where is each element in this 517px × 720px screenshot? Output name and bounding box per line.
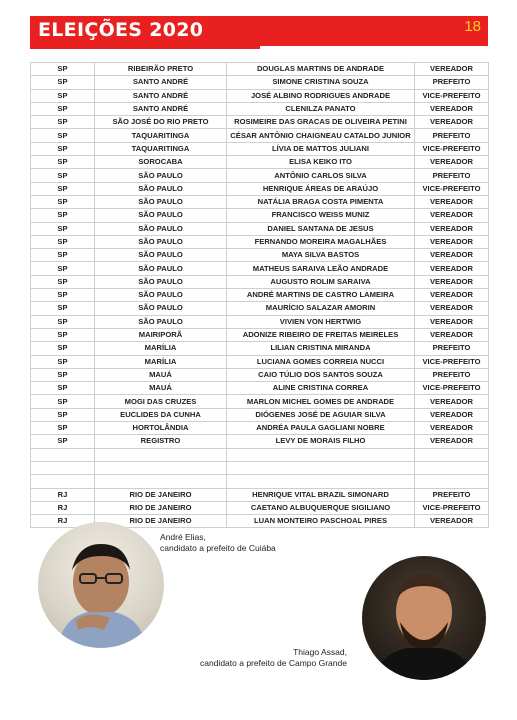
city-cell: SÃO PAULO: [95, 289, 227, 302]
table-row: [31, 342, 489, 355]
state-cell: SP: [31, 302, 95, 315]
city-cell: SANTO ANDRÉ: [95, 76, 227, 89]
city-cell: MARÍLIA: [95, 342, 227, 355]
table-row: [31, 475, 489, 488]
candidate-name-cell: CÉSAR ANTÔNIO CHAIGNEAU CATALDO JUNIOR: [227, 129, 415, 142]
office-cell: VEREADOR: [415, 302, 489, 315]
state-cell: SP: [31, 102, 95, 115]
candidate-name-cell: MAURÍCIO SALAZAR AMORIN: [227, 302, 415, 315]
candidate-name-cell: CAIO TÚLIO DOS SANTOS SOUZA: [227, 368, 415, 381]
table-row: [31, 235, 489, 248]
state-cell: RJ: [31, 515, 95, 528]
city-cell: [95, 461, 227, 474]
candidate-name-cell: ELISA KEIKO ITO: [227, 156, 415, 169]
candidate-name-cell: HENRIQUE VITAL BRAZIL SIMONARD: [227, 488, 415, 501]
office-cell: VEREADOR: [415, 275, 489, 288]
office-cell: VEREADOR: [415, 315, 489, 328]
state-cell: SP: [31, 63, 95, 76]
office-cell: [415, 475, 489, 488]
state-cell: [31, 475, 95, 488]
table-row: [31, 422, 489, 435]
office-cell: VICE-PREFEITO: [415, 382, 489, 395]
city-cell: RIBEIRÃO PRETO: [95, 63, 227, 76]
city-cell: SÃO JOSÉ DO RIO PRETO: [95, 116, 227, 129]
state-cell: RJ: [31, 488, 95, 501]
candidate-name-cell: DIÓGENES JOSÉ DE AGUIAR SILVA: [227, 408, 415, 421]
candidate-name-cell: MATHEUS SARAIVA LEÃO ANDRADE: [227, 262, 415, 275]
state-cell: [31, 448, 95, 461]
table-row: [31, 262, 489, 275]
state-cell: SP: [31, 408, 95, 421]
office-cell: [415, 461, 489, 474]
candidate-name-cell: LÍVIA DE MATTOS JULIANI: [227, 142, 415, 155]
city-cell: SÃO PAULO: [95, 302, 227, 315]
andre-role: candidato a prefeito de Cuiába: [160, 543, 276, 553]
office-cell: VEREADOR: [415, 328, 489, 341]
candidate-name-cell: SIMONE CRISTINA SOUZA: [227, 76, 415, 89]
candidate-name-cell: LUAN MONTEIRO PASCHOAL PIRES: [227, 515, 415, 528]
city-cell: SANTO ANDRÉ: [95, 102, 227, 115]
city-cell: SOROCABA: [95, 156, 227, 169]
table-row: [31, 289, 489, 302]
state-cell: SP: [31, 435, 95, 448]
office-cell: PREFEITO: [415, 169, 489, 182]
table-row: [31, 302, 489, 315]
table-row: [31, 382, 489, 395]
state-cell: SP: [31, 355, 95, 368]
table-row: [31, 182, 489, 195]
city-cell: [95, 475, 227, 488]
table-row: [31, 249, 489, 262]
candidate-name-cell: CLENILZA PANATO: [227, 102, 415, 115]
office-cell: PREFEITO: [415, 342, 489, 355]
office-cell: [415, 448, 489, 461]
state-cell: SP: [31, 382, 95, 395]
table-row: [31, 461, 489, 474]
table-row: [31, 222, 489, 235]
office-cell: VEREADOR: [415, 195, 489, 208]
table-row: [31, 408, 489, 421]
city-cell: SANTO ANDRÉ: [95, 89, 227, 102]
office-cell: VEREADOR: [415, 422, 489, 435]
city-cell: MOGI DAS CRUZES: [95, 395, 227, 408]
state-cell: SP: [31, 368, 95, 381]
state-cell: SP: [31, 315, 95, 328]
office-cell: VICE-PREFEITO: [415, 355, 489, 368]
table-row: [31, 142, 489, 155]
table-row: [31, 448, 489, 461]
office-cell: VEREADOR: [415, 116, 489, 129]
candidate-name-cell: FRANCISCO WEISS MUNIZ: [227, 209, 415, 222]
state-cell: SP: [31, 328, 95, 341]
office-cell: VEREADOR: [415, 102, 489, 115]
state-cell: SP: [31, 235, 95, 248]
thiago-role: candidato a prefeito de Campo Grande: [200, 658, 347, 668]
candidate-name-cell: DOUGLAS MARTINS DE ANDRADE: [227, 63, 415, 76]
state-cell: SP: [31, 209, 95, 222]
page-number: 18: [464, 18, 481, 35]
office-cell: VEREADOR: [415, 156, 489, 169]
city-cell: SÃO PAULO: [95, 315, 227, 328]
andre-name: André Elias,: [160, 532, 206, 542]
candidate-name-cell: JOSÉ ALBINO RODRIGUES ANDRADE: [227, 89, 415, 102]
city-cell: SÃO PAULO: [95, 262, 227, 275]
office-cell: PREFEITO: [415, 76, 489, 89]
table-row: [31, 195, 489, 208]
state-cell: SP: [31, 182, 95, 195]
city-cell: SÃO PAULO: [95, 182, 227, 195]
state-cell: SP: [31, 116, 95, 129]
state-cell: SP: [31, 275, 95, 288]
table-row: [31, 76, 489, 89]
state-cell: SP: [31, 222, 95, 235]
office-cell: PREFEITO: [415, 368, 489, 381]
thiago-name: Thiago Assad,: [293, 647, 347, 657]
city-cell: RIO DE JANEIRO: [95, 501, 227, 514]
city-cell: MAIRIPORÃ: [95, 328, 227, 341]
city-cell: TAQUARITINGA: [95, 142, 227, 155]
state-cell: SP: [31, 195, 95, 208]
state-cell: SP: [31, 169, 95, 182]
candidate-name-cell: LEVY DE MORAIS FILHO: [227, 435, 415, 448]
city-cell: RIO DE JANEIRO: [95, 515, 227, 528]
candidate-name-cell: HENRIQUE ÁREAS DE ARAÚJO: [227, 182, 415, 195]
state-cell: SP: [31, 142, 95, 155]
city-cell: HORTOLÂNDIA: [95, 422, 227, 435]
city-cell: SÃO PAULO: [95, 169, 227, 182]
table-row: [31, 368, 489, 381]
candidate-name-cell: ANDRÉ MARTINS DE CASTRO LAMEIRA: [227, 289, 415, 302]
table-row: [31, 328, 489, 341]
office-cell: VEREADOR: [415, 63, 489, 76]
office-cell: VEREADOR: [415, 235, 489, 248]
city-cell: SÃO PAULO: [95, 195, 227, 208]
office-cell: VEREADOR: [415, 222, 489, 235]
state-cell: SP: [31, 395, 95, 408]
candidate-name-cell: ALINE CRISTINA CORREA: [227, 382, 415, 395]
candidate-name-cell: NATÁLIA BRAGA COSTA PIMENTA: [227, 195, 415, 208]
state-cell: RJ: [31, 501, 95, 514]
state-cell: SP: [31, 289, 95, 302]
table-row: [31, 169, 489, 182]
page-title: ELEIÇÕES 2020: [38, 19, 204, 41]
candidate-name-cell: LILIAN CRISTINA MIRANDA: [227, 342, 415, 355]
city-cell: MARÍLIA: [95, 355, 227, 368]
candidate-name-cell: MAYA SILVA BASTOS: [227, 249, 415, 262]
table-row: [31, 102, 489, 115]
candidate-name-cell: MARLON MICHEL GOMES DE ANDRADE: [227, 395, 415, 408]
office-cell: VEREADOR: [415, 408, 489, 421]
city-cell: MAUÁ: [95, 382, 227, 395]
city-cell: TAQUARITINGA: [95, 129, 227, 142]
state-cell: [31, 461, 95, 474]
city-cell: RIO DE JANEIRO: [95, 488, 227, 501]
candidate-name-cell: AUGUSTO ROLIM SARAIVA: [227, 275, 415, 288]
state-cell: SP: [31, 89, 95, 102]
table-row: [31, 435, 489, 448]
office-cell: VICE-PREFEITO: [415, 182, 489, 195]
state-cell: SP: [31, 76, 95, 89]
andre-elias-photo: [38, 522, 164, 648]
office-cell: VEREADOR: [415, 262, 489, 275]
candidate-name-cell: ANDRÉA PAULA GAGLIANI NOBRE: [227, 422, 415, 435]
office-cell: VEREADOR: [415, 515, 489, 528]
candidate-name-cell: ADONIZE RIBEIRO DE FREITAS MEIRELES: [227, 328, 415, 341]
table-row: [31, 395, 489, 408]
candidate-name-cell: [227, 461, 415, 474]
thiago-caption: [200, 647, 347, 669]
table-row: [31, 275, 489, 288]
candidate-name-cell: DANIEL SANTANA DE JESUS: [227, 222, 415, 235]
candidate-name-cell: [227, 448, 415, 461]
table-row: [31, 488, 489, 501]
table-row: [31, 355, 489, 368]
state-cell: SP: [31, 129, 95, 142]
office-cell: VEREADOR: [415, 395, 489, 408]
city-cell: [95, 448, 227, 461]
table-row: [31, 209, 489, 222]
city-cell: SÃO PAULO: [95, 275, 227, 288]
office-cell: VICE-PREFEITO: [415, 501, 489, 514]
candidate-name-cell: ANTÔNIO CARLOS SILVA: [227, 169, 415, 182]
state-cell: SP: [31, 262, 95, 275]
city-cell: SÃO PAULO: [95, 235, 227, 248]
office-cell: VEREADOR: [415, 435, 489, 448]
table-row: [31, 63, 489, 76]
table-row: [31, 156, 489, 169]
office-cell: PREFEITO: [415, 129, 489, 142]
candidate-name-cell: LUCIANA GOMES CORREIA NUCCI: [227, 355, 415, 368]
city-cell: EUCLIDES DA CUNHA: [95, 408, 227, 421]
table-row: [31, 129, 489, 142]
city-cell: SÃO PAULO: [95, 249, 227, 262]
table-row: [31, 89, 489, 102]
candidate-name-cell: FERNANDO MOREIRA MAGALHÃES: [227, 235, 415, 248]
candidate-name-cell: VIVIEN VON HERTWIG: [227, 315, 415, 328]
state-cell: SP: [31, 422, 95, 435]
table-row: [31, 501, 489, 514]
candidate-name-cell: [227, 475, 415, 488]
thiago-assad-photo: [362, 556, 486, 680]
candidate-name-cell: ROSIMEIRE DAS GRACAS DE OLIVEIRA PETINI: [227, 116, 415, 129]
city-cell: SÃO PAULO: [95, 209, 227, 222]
office-cell: PREFEITO: [415, 488, 489, 501]
city-cell: MAUÁ: [95, 368, 227, 381]
office-cell: VEREADOR: [415, 209, 489, 222]
table-row: [31, 315, 489, 328]
table-row: [31, 116, 489, 129]
andre-caption: [160, 532, 276, 554]
office-cell: VICE-PREFEITO: [415, 89, 489, 102]
office-cell: VEREADOR: [415, 289, 489, 302]
city-cell: SÃO PAULO: [95, 222, 227, 235]
office-cell: VEREADOR: [415, 249, 489, 262]
candidates-table: [30, 62, 489, 528]
state-cell: SP: [31, 249, 95, 262]
candidate-name-cell: CAETANO ALBUQUERQUE SIGILIANO: [227, 501, 415, 514]
state-cell: SP: [31, 342, 95, 355]
office-cell: VICE-PREFEITO: [415, 142, 489, 155]
header-underline: [30, 46, 260, 49]
city-cell: REGISTRO: [95, 435, 227, 448]
state-cell: SP: [31, 156, 95, 169]
